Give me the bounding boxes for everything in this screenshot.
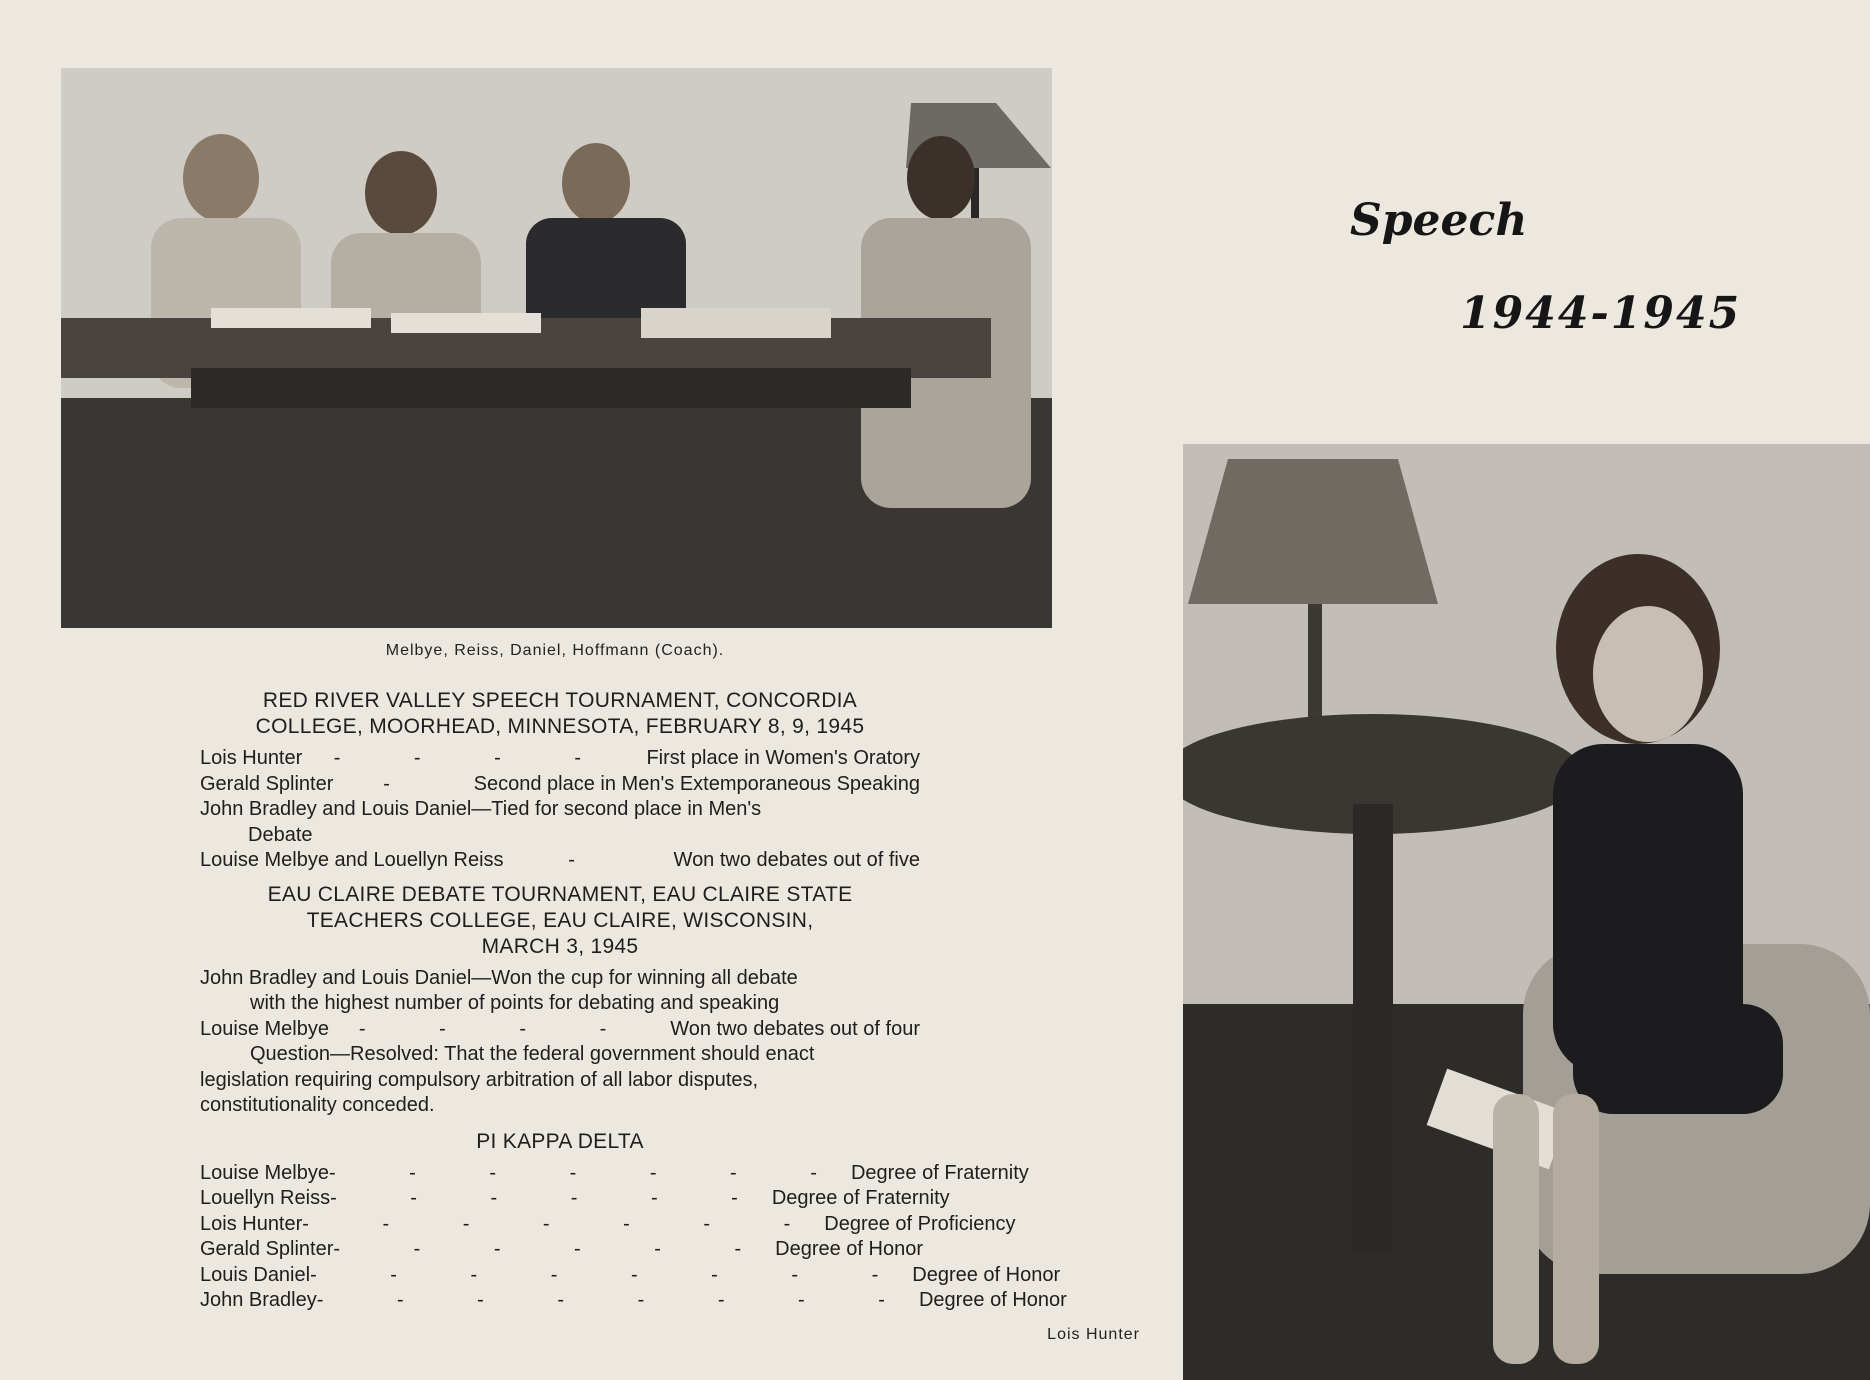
- result-dashes: -: [383, 772, 424, 795]
- degree-dashes: - - - - - - - -: [310, 1263, 913, 1286]
- page-title: Speech: [1350, 195, 1528, 246]
- degree-dashes: - - - - - - -: [328, 1161, 851, 1184]
- section-2-heading-line-2: TEACHERS COLLEGE, EAU CLAIRE, WISCONSIN,: [306, 908, 814, 932]
- degree-dashes: - - - - - -: [330, 1187, 772, 1209]
- degree-row: [200, 1263, 1061, 1289]
- section-3-heading: PI KAPPA DELTA: [476, 1129, 644, 1153]
- degree-text: Degree of Honor: [918, 1289, 1067, 1311]
- degree-dashes: - - - - - - -: [302, 1212, 825, 1235]
- result-name: Louise Melbye: [200, 1017, 329, 1040]
- degree-dashes: - - - - - -: [333, 1238, 776, 1260]
- section-2-heading-line-1: EAU CLAIRE DEBATE TOURNAMENT, EAU CLAIRE STATE: [267, 882, 853, 906]
- result-dashes: - - - -: [333, 747, 616, 769]
- section-1-heading-line-1: RED RIVER VALLEY SPEECH TOURNAMENT, CONCORDIA: [262, 689, 858, 712]
- degree-name: Lois Hunter: [200, 1212, 303, 1235]
- debate-question-line: constitutionality conceded.: [200, 1094, 435, 1116]
- section-2-heading-line-3: MARCH 3, 1945: [481, 934, 639, 958]
- degree-name: John Bradley: [200, 1289, 317, 1311]
- portrait-photo: [1183, 444, 1870, 1380]
- degree-row: [200, 1161, 1029, 1187]
- result-text: Won two debates out of five: [673, 849, 920, 871]
- group-photo-illustration: [61, 68, 1052, 628]
- result-name: Lois Hunter: [200, 747, 303, 769]
- degree-name: Gerald Splinter: [200, 1238, 334, 1260]
- result-text: First place in Women's Oratory: [646, 747, 920, 769]
- degree-text: Degree of Proficiency: [824, 1212, 1016, 1235]
- group-photo: [61, 68, 1052, 628]
- result-row: John Bradley and Louis Daniel—Tied for second place in Men's: [200, 798, 762, 820]
- degree-text: Degree of Fraternity: [771, 1187, 950, 1209]
- result-text: Second place in Men's Extemporaneous Speaking: [473, 772, 920, 795]
- section-2-heading: [200, 882, 920, 960]
- degree-text: Degree of Honor: [775, 1238, 924, 1260]
- result-row: [200, 772, 920, 798]
- portrait-photo-illustration: [1183, 444, 1870, 1380]
- debate-question-line: legislation requiring compulsory arbitration of all labor disputes,: [200, 1068, 759, 1091]
- degree-name: Louis Daniel: [200, 1263, 311, 1286]
- speech-results-text: [200, 688, 1067, 1314]
- section-1-heading: [200, 688, 920, 740]
- degree-text: Degree of Honor: [912, 1263, 1061, 1286]
- debate-question-line: Question—Resolved: That the federal government should enact: [250, 1043, 815, 1065]
- group-photo-caption: Melbye, Reiss, Daniel, Hoffmann (Coach).: [385, 642, 725, 659]
- result-name: Gerald Splinter: [200, 772, 334, 795]
- portrait-photo-caption: Lois Hunter: [1047, 1326, 1140, 1343]
- degree-row: [200, 1288, 1067, 1314]
- result-row: John Bradley and Louis Daniel—Won the cup for winning all debate: [200, 966, 798, 989]
- result-row: [200, 1017, 920, 1043]
- result-row-continuation: Debate: [248, 823, 313, 846]
- result-text: Won two debates out of four: [670, 1017, 920, 1040]
- result-row: [200, 746, 920, 772]
- degree-text: Degree of Fraternity: [850, 1161, 1029, 1184]
- result-dashes: - - - -: [358, 1017, 641, 1040]
- result-row-continuation: with the highest number of points for debating and speaking: [250, 992, 780, 1014]
- degree-name: Louise Melbye: [200, 1161, 329, 1184]
- degree-row: [200, 1186, 950, 1212]
- degree-row: [200, 1212, 1016, 1238]
- section-1-heading-line-2: COLLEGE, MOORHEAD, MINNESOTA, FEBRUARY 8, 9, 1945: [255, 715, 865, 738]
- result-row: [200, 848, 920, 874]
- degree-name: Louellyn Reiss: [200, 1187, 331, 1209]
- page-year: 1944-1945: [1460, 288, 1742, 339]
- result-dashes: -: [568, 849, 609, 871]
- result-name: Louise Melbye and Louellyn Reiss: [200, 849, 504, 871]
- degree-row: [200, 1237, 924, 1263]
- degree-dashes: - - - - - - - -: [316, 1289, 919, 1311]
